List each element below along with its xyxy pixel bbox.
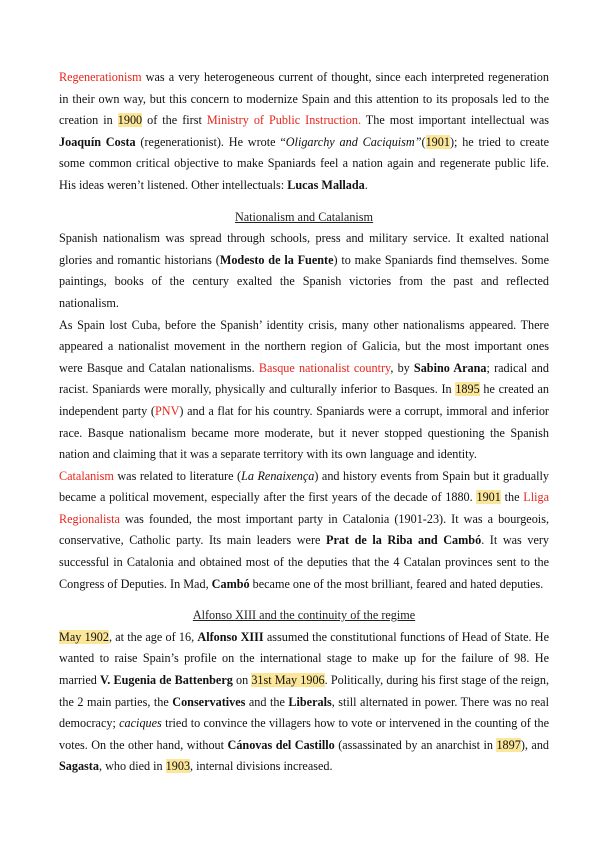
term-lliga: Lliga Regionalista <box>59 490 549 526</box>
paragraph-regenerationism <box>59 67 549 197</box>
text-run: was a very heterogeneous current of thought, since each interpreted regeneration in their own way, but this concern to modernize Spain and this attention to its proposals led to the creation in <box>59 70 549 128</box>
text-run: , still alternated in power. There was no real democracy; <box>59 694 549 731</box>
name-bold: Cambó <box>211 576 250 591</box>
text-run: tried to convince the villagers how to vote or intervened in the counting of the votes. On the other hand, without <box>59 716 549 752</box>
text-run: ( <box>421 134 426 149</box>
highlight-date: 31st May 1906 <box>251 673 325 688</box>
term-pnv: PNV <box>154 403 180 418</box>
term-ministry: Ministry of Public Instruction. <box>206 113 362 128</box>
name-bold: Lucas Mallada <box>287 177 365 192</box>
text-run: he created an independent party ( <box>59 382 549 418</box>
highlight-year: 1897 <box>496 737 521 752</box>
text-run: (regenerationist). He wrote “ <box>135 134 286 149</box>
paragraph-basque-nationalism <box>59 315 549 466</box>
text-run: ) to make Spaniards find themselves. Some paintings, books of the century exalted the Spanish victories from the past and reflected nationalism. <box>59 252 549 310</box>
text-run: As Spain lost Cuba, before the Spanish’ identity crisis, many other nationalisms appeared. There appeared a nationalist movement in the northern region of Galicia, but the most important ones were Basque and Catalan nationalisms. <box>59 317 549 375</box>
text-run: the <box>500 490 524 505</box>
section-heading-nationalism: Nationalism and Catalanism <box>234 209 374 224</box>
text-run: ); he tried to create some common critical objective to make Spaniards feel a nation again and regenerate public life. His ideas weren’t listened. Other intellectuals: <box>59 134 549 192</box>
text-run: ; radical and racist. Spaniards were morally, physically and culturally inferior to Basques. In <box>59 360 549 397</box>
italic-term: caciques <box>119 716 162 731</box>
name-bold: V. Eugenia de Battenberg <box>100 673 233 688</box>
highlight-year: 1901 <box>425 134 450 149</box>
text-run: on <box>232 673 252 688</box>
section-heading-alfonso: Alfonso XIII and the continuity of the regime <box>192 608 416 623</box>
text-run: of the first <box>142 113 207 128</box>
term-basque: Basque nationalist country <box>258 360 391 375</box>
text-run: . It was very successful in Catalonia and obtained most of the deputies that the 4 Catalan provinces sent to the Congress of Deputies. In Mad, <box>59 533 550 591</box>
name-bold: Joaquín Costa <box>59 134 136 149</box>
term-regenerationism: Regenerationism <box>59 70 142 84</box>
text-run: . <box>364 177 368 192</box>
highlight-year: 1903 <box>165 759 191 774</box>
name-bold: Modesto de la Fuente <box>219 252 334 267</box>
term-catalanism: Catalanism <box>59 468 114 483</box>
name-bold: Alfonso XIII <box>197 629 264 644</box>
text-run: , at the age of 16, <box>108 629 198 644</box>
text-run: ), and <box>520 737 550 752</box>
text-run: assumed the constitutional functions of Head of State. He wanted to raise Spain’s profile on the international stage to make up for the failure of 98. He married <box>59 629 550 688</box>
name-bold: Sabino Arana <box>413 360 487 375</box>
paragraph-catalanism <box>59 466 549 596</box>
highlight-date: May 1902 <box>59 629 109 644</box>
text-run: , who died in <box>98 759 166 774</box>
highlight-year: 1901 <box>476 490 501 505</box>
text-run: ) and a flat for his country. Spaniards were a corrupt, immoral and inferior race. Basque nationalism became more moderate, but it never stopped questioning the Spanish nation and claiming that it was a separate territory with its own language and identity. <box>59 403 549 462</box>
highlight-year: 1900 <box>117 113 143 128</box>
book-title: Oligarchy and Caciquism” <box>285 134 422 149</box>
name-bold: Liberals <box>288 694 332 709</box>
text-run: was related to literature ( <box>113 468 242 483</box>
document-body <box>59 67 549 778</box>
italic-term: La Renaixença <box>241 468 315 483</box>
text-run: became one of the most brilliant, feared and hated deputies. <box>249 576 544 591</box>
text-run: , by <box>390 360 414 375</box>
name-bold: Conservatives <box>172 694 246 709</box>
name-bold: Prat de la Riba and Cambó <box>326 533 482 548</box>
paragraph-alfonso <box>59 627 549 778</box>
text-run: and the <box>245 694 289 709</box>
text-run: The most important intellectual was <box>361 113 549 128</box>
text-run: , internal divisions increased. <box>190 759 333 774</box>
text-run: . Politically, during his first stage of the reign, the 2 main parties, the <box>59 673 550 709</box>
name-bold: Cánovas del Castillo <box>227 737 335 752</box>
highlight-year: 1895 <box>455 382 480 397</box>
paragraph-spanish-nationalism <box>59 228 549 314</box>
text-run: ) and history events from Spain but it gradually became a political movement, especially after the first years of the decade of 1880. <box>59 468 549 505</box>
name-bold: Sagasta <box>59 759 99 774</box>
text-run: (assassinated by an anarchist in <box>334 737 497 752</box>
text-run: was founded, the most important party in Catalonia (1901-23). It was a bourgeois, conservative, Catholic party. Its main leaders were <box>59 511 549 548</box>
text-run: Spanish nationalism was spread through schools, press and military service. It exalted national glories and romantic historians ( <box>59 231 549 267</box>
